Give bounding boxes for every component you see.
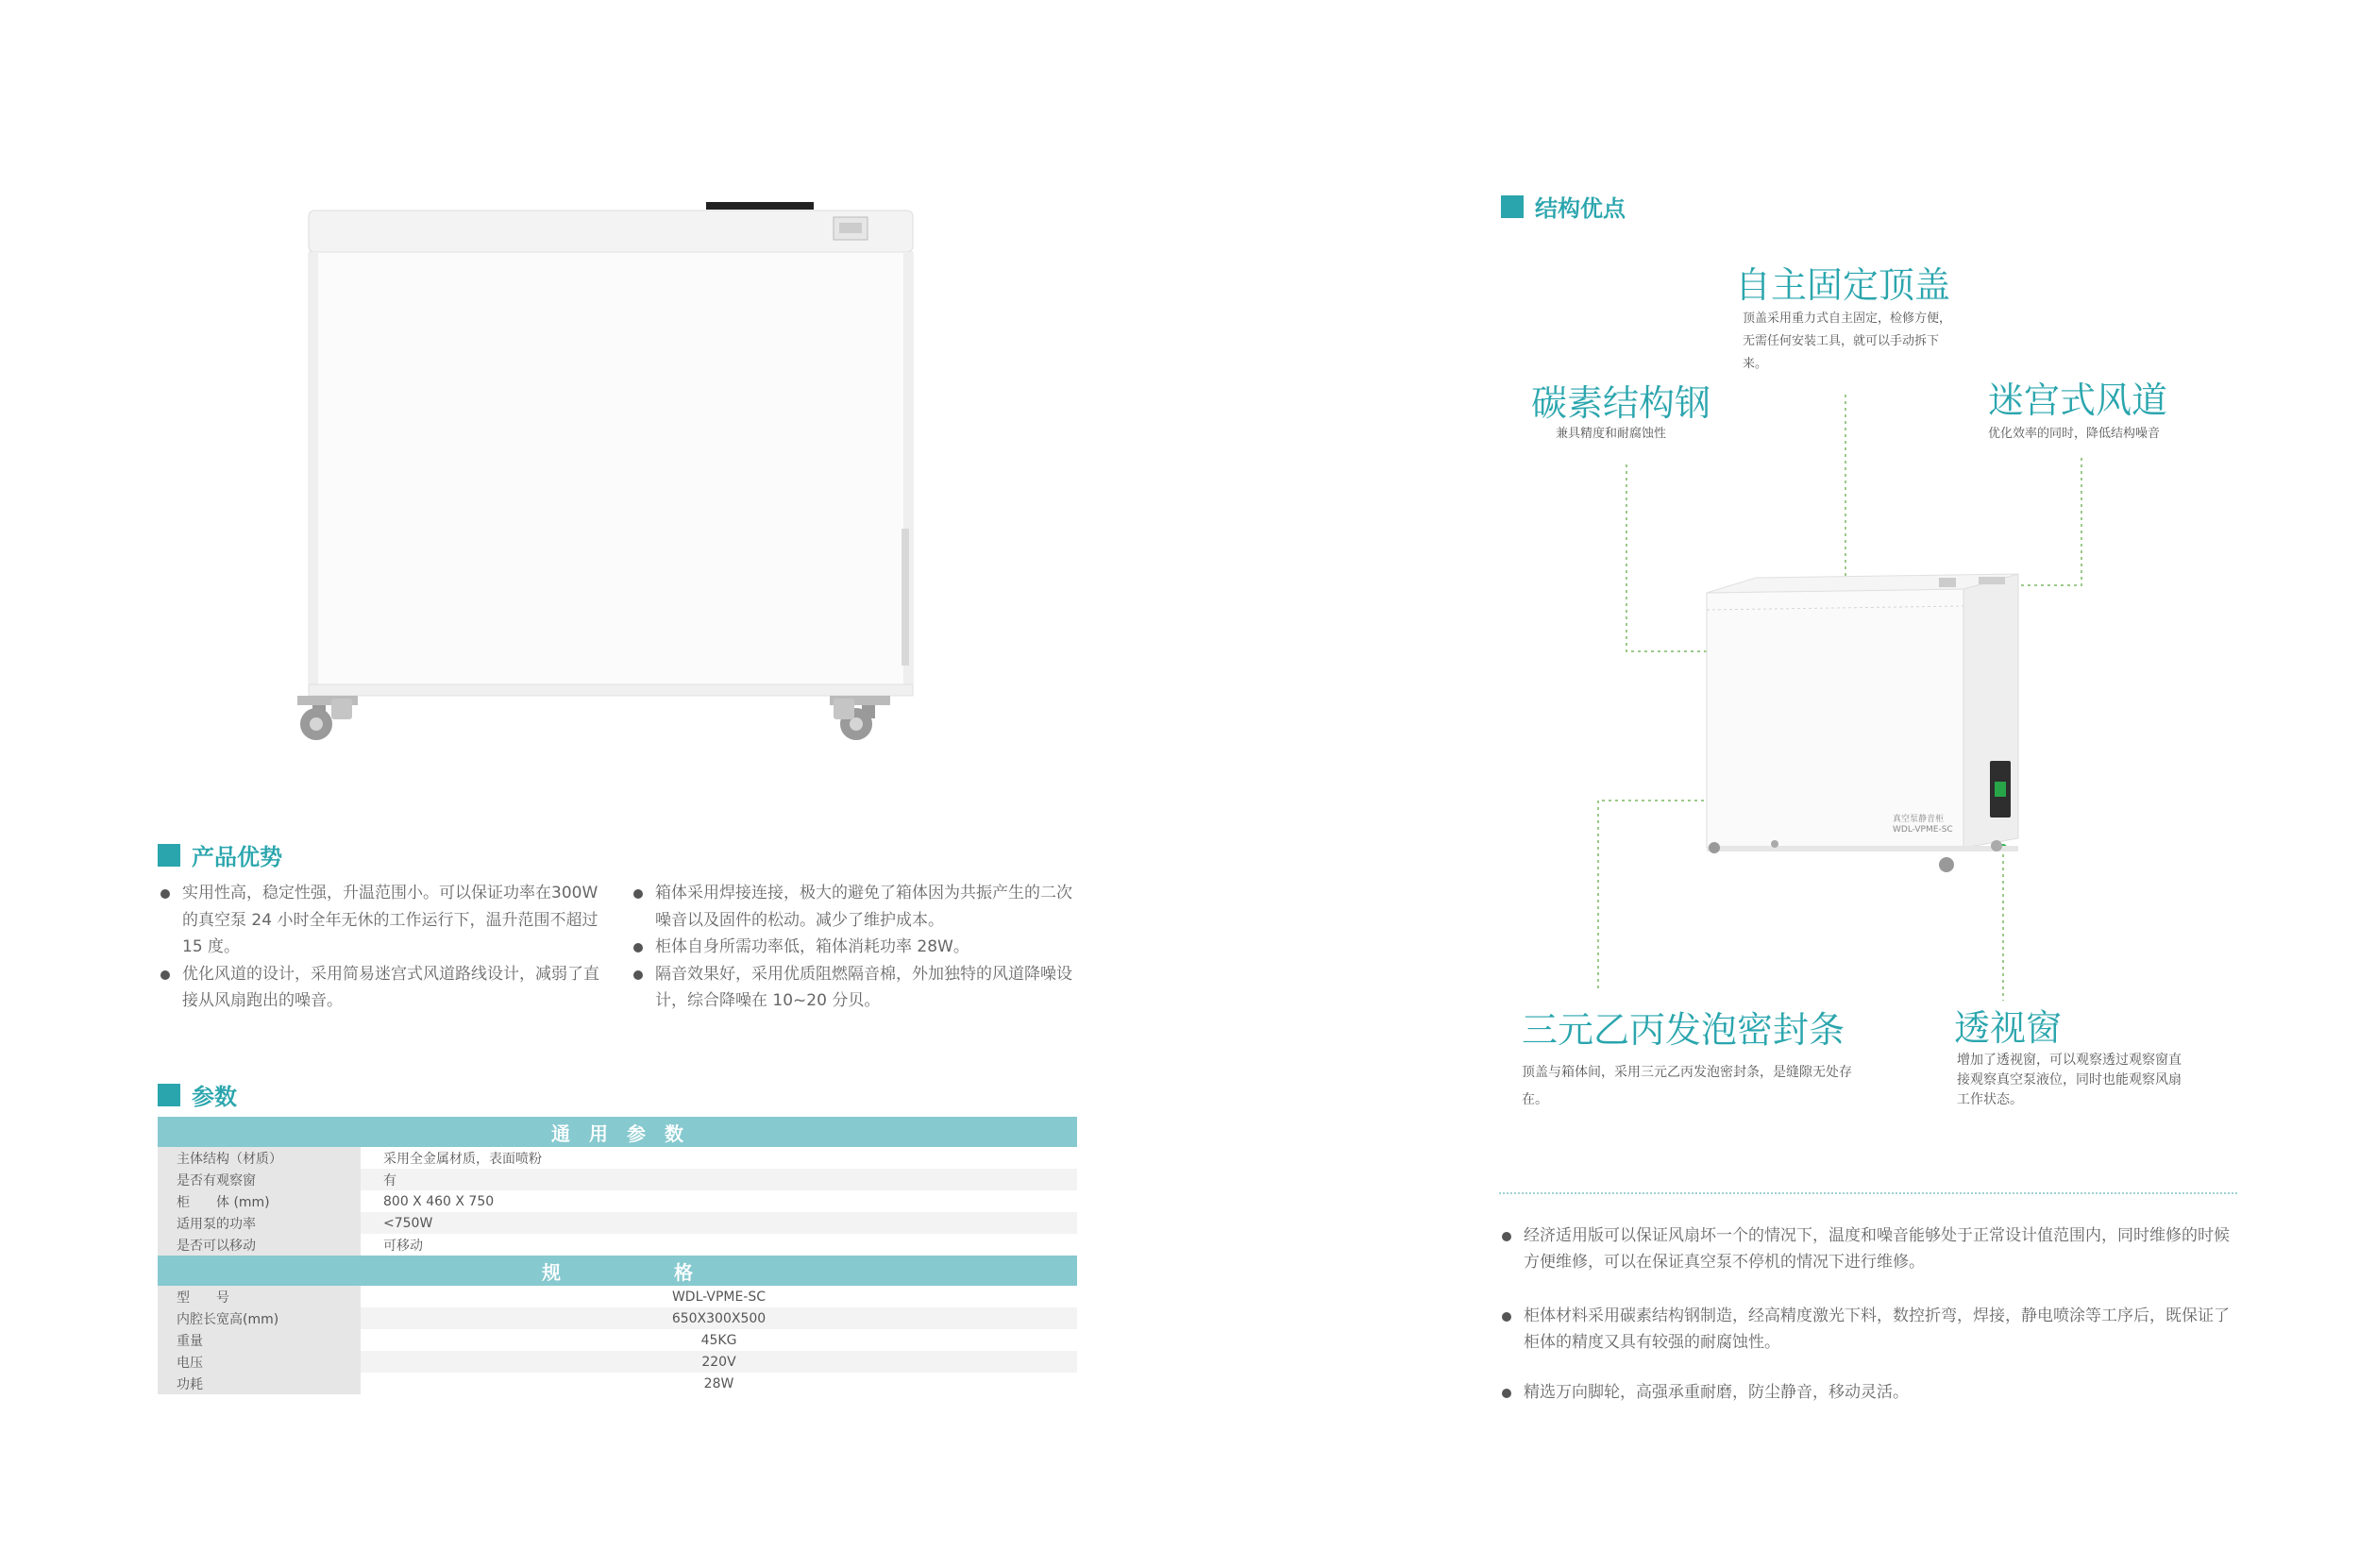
section-divider [1499, 1192, 2237, 1194]
structure-heading-text: 结构优点 [1535, 195, 1626, 222]
general-params-header: 通 用 参 数 [158, 1117, 1077, 1147]
cabinet-perspective-image [1690, 565, 2039, 876]
table-row: 是否有观察窗 有 [158, 1169, 1077, 1190]
list-item: 箱体采用焊接连接，极大的避免了箱体因为共振产生的二次噪音以及固件的松动。减少了维护成本。 [631, 880, 1082, 934]
feature-desc-lid: 顶盖采用重力式自主固定，检修方便，无需任何安装工具，就可以手动拆下来。 [1743, 312, 1952, 371]
feature-desc-seal: 顶盖与箱体间，采用三元乙丙发泡密封条，是缝隙无处存在。 [1522, 1065, 1852, 1107]
table-row: 型 号 WDL-VPME-SC [158, 1286, 1077, 1307]
table-row: 柜 体 (mm) 800 X 460 X 750 [158, 1190, 1077, 1212]
feature-title-lid: 自主固定顶盖 [1735, 264, 1951, 306]
list-item: 柜体自身所需功率低，箱体消耗功率 28W。 [631, 934, 1082, 961]
list-item: 柜体材料采用碳素结构钢制造，经高精度激光下料，数控折弯，焊接，静电喷涂等工序后，既保证了柜体的精度又具有较强的耐腐蚀性。 [1499, 1303, 2237, 1356]
list-item: 精选万向脚轮，高强承重耐磨，防尘静音，移动灵活。 [1499, 1379, 2237, 1406]
product-label: 真空泵静音柜 [1893, 815, 1945, 824]
table-row: 内腔长宽高(mm) 650X300X500 [158, 1307, 1077, 1329]
feature-desc-steel: 兼具精度和耐腐蚀性 [1556, 427, 1667, 441]
list-item: 隔音效果好，采用优质阻燃隔音棉，外加独特的风道降噪设计，综合降噪在 10~20 分贝。 [631, 961, 1082, 1015]
feature-desc-airduct: 优化效率的同时，降低结构噪音 [1988, 427, 2161, 441]
list-item: 实用性高，稳定性强，升温范围小。可以保证功率在300W 的真空泵 24 小时全年无休的工作运行下，温升范围不超过 15 度。 [158, 880, 601, 961]
list-item: 优化风道的设计，采用简易迷宫式风道路线设计，减弱了直接从风扇跑出的噪音。 [158, 961, 601, 1015]
feature-title-window: 透视窗 [1954, 1007, 2063, 1049]
table-row: 电压 220V [158, 1351, 1077, 1373]
list-item: 经济适用版可以保证风扇坏一个的情况下，温度和噪音能够处于正常设计值范围内，同时维修的时候 方便维修，可以在保证真空泵不停机的情况下进行维修。 [1499, 1222, 2237, 1275]
feature-title-steel: 碳素结构钢 [1531, 382, 1711, 424]
table-row: 重量 45KG [158, 1329, 1077, 1351]
spec-header: 规 格 [158, 1256, 1077, 1286]
feature-title-seal: 三元乙丙发泡密封条 [1522, 1009, 1845, 1051]
params-heading-text: 参数 [192, 1084, 237, 1110]
notes-list [1499, 1222, 2237, 1406]
feature-title-airduct: 迷宫式风道 [1988, 379, 2168, 421]
table-row: 主体结构（材质） 采用全金属材质，表面喷粉 [158, 1147, 1077, 1169]
feature-desc-window: 增加了透视窗，可以观察透过观察窗直接观察真空泵液位，同时也能观察风扇工作状态。 [1957, 1053, 2182, 1107]
svg-text:真空泵静音柜 WDL-VPME-SC: 真空泵静音柜 WDL-VPME-SC [1893, 815, 1953, 835]
advantages-heading-text: 产品优势 [192, 844, 282, 870]
table-row: 适用泵的功率 <750W [158, 1212, 1077, 1234]
table-row: 是否可以移动 可移动 [158, 1234, 1077, 1256]
table-row: 功耗 28W [158, 1373, 1077, 1394]
